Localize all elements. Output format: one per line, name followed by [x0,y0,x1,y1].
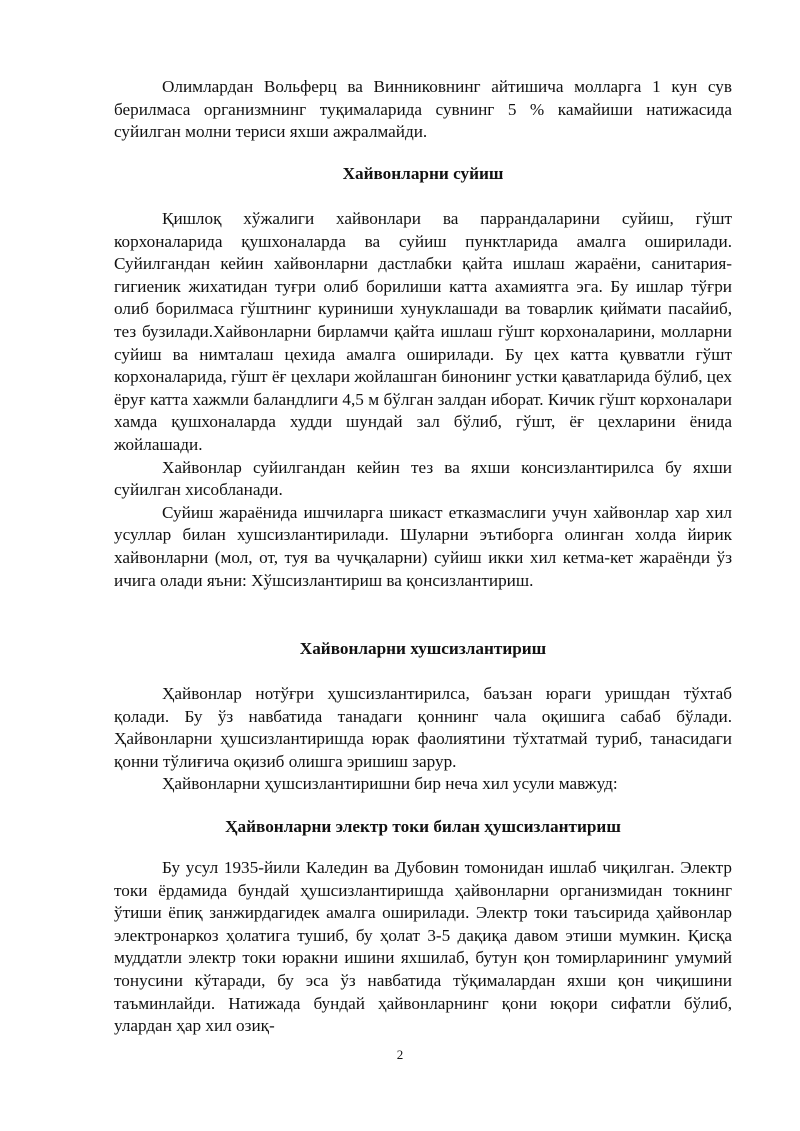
slaughter-block [114,208,732,592]
section-heading-slaughter: Хайвонларни суйиш [342,164,504,183]
paragraph: Ҳайвонларни ҳушсизлантиришни бир неча хил усули мавжуд: [162,774,618,794]
paragraph: Қишлоқ хўжалиги хайвонлари ва паррандаларини суйиш, гўшт корхоналарида қушхоналарда ва суйиш пунктларида амалга оширилади. Суйилгандан кейин хайвонларни дастлабки қайта ишлаш жараёни, санитария-гигиеник жихатидан туғри олиб борилиши катта ахамиятга эга. Бу ишлар тўғри олиб борилмаса гўштнинг куриниши хунуклашади ва товарлик қиймати пасайиб, тез бузилади.Хайвонларни бирламчи қайта ишлаш гўшт корхоналарини, молларни суйиш ва нимталаш цехида амалга оширилади. Бу цех катта қувватли гўшт корхоналарида, гўшт ёғ цехлари жойлашган бинонинг устки қаватларида бўлиб, цех ёруғ катта хажмли баландлиги 4,5 м бўлган залдан иборат. Кичик гўшт корхоналари хамда қушхоналарда худди шундай зал бўлиб, гўшт, ёғ цехларини ёнида жойлашади. [114,209,732,454]
intro-block [114,76,732,144]
paragraph: Ҳайвонлар нотўғри ҳушсизлантирилса, баъзан юраги уришдан тўхтаб қолади. Бу ўз навбатида танадаги қоннинг чала оқишига сабаб бўлади. Ҳайвонларни ҳушсизлантиришда юрак фаолиятини тўхтатмай туриб, танасидаги қонни тўлиғича оқизиб олишга эришиш зарур. [114,684,732,771]
stunning-block [114,683,732,796]
electric-block [114,857,732,1038]
paragraph: Хайвонлар суйилгандан кейин тез ва яхши консизлантирилса бу яхши суйилган хисобланади. [114,457,732,500]
paragraph: Суйиш жараёнида ишчиларга шикаст етказмаслиги учун хайвонлар хар хил усуллар билан хушсизлантирилади. Шуларни эътиборга олинган холда йирик хайвонларни (мол, от, туя ва чучқаларни) суйиш икки хил кетма-кет жараёнди ўз ичига олади яъни: Хўшсизлантириш ва қонсизлантириш. [114,502,732,590]
page-number: 2 [396,1047,404,1062]
section-heading-stunning: Хайвонларни хушсизлантириш [299,639,547,658]
section-heading-electric: Ҳайвонларни электр токи билан ҳушсизлантириш [225,817,621,836]
paragraph: Бу усул 1935-йили Каледин ва Дубовин томонидан ишлаб чиқилган. Электр токи ёрдамида бундай ҳушсизлантиришда ҳайвонларни организмидан токнинг ўтиши ёпиқ занжирдагидек амалга оширилади. Электр токи таъсирида ҳайвонлар электронаркоз ҳолатига тушиб, бу ҳолат 3-5 дақиқа давом этиши мумкин. Қисқа муддатли электр токи юракни ишини яхшилаб, бутун қон томирларининг умумий тонусини кўтаради, бу эса ўз навбатида тўқималардан яхши қон чиқишини таъминлайди. Натижада бундай ҳайвонларнинг қони юқори сифатли бўлиб, улардан ҳар хил озиқ- [114,858,732,1036]
paragraph: Олимлардан Вольферц ва Винниковнинг айтишича молларга 1 кун сув берилмаса организмнинг туқималарида сувнинг 5 % камайиши натижасида суйилган молни териси яхши ажралмайди. [114,77,732,142]
